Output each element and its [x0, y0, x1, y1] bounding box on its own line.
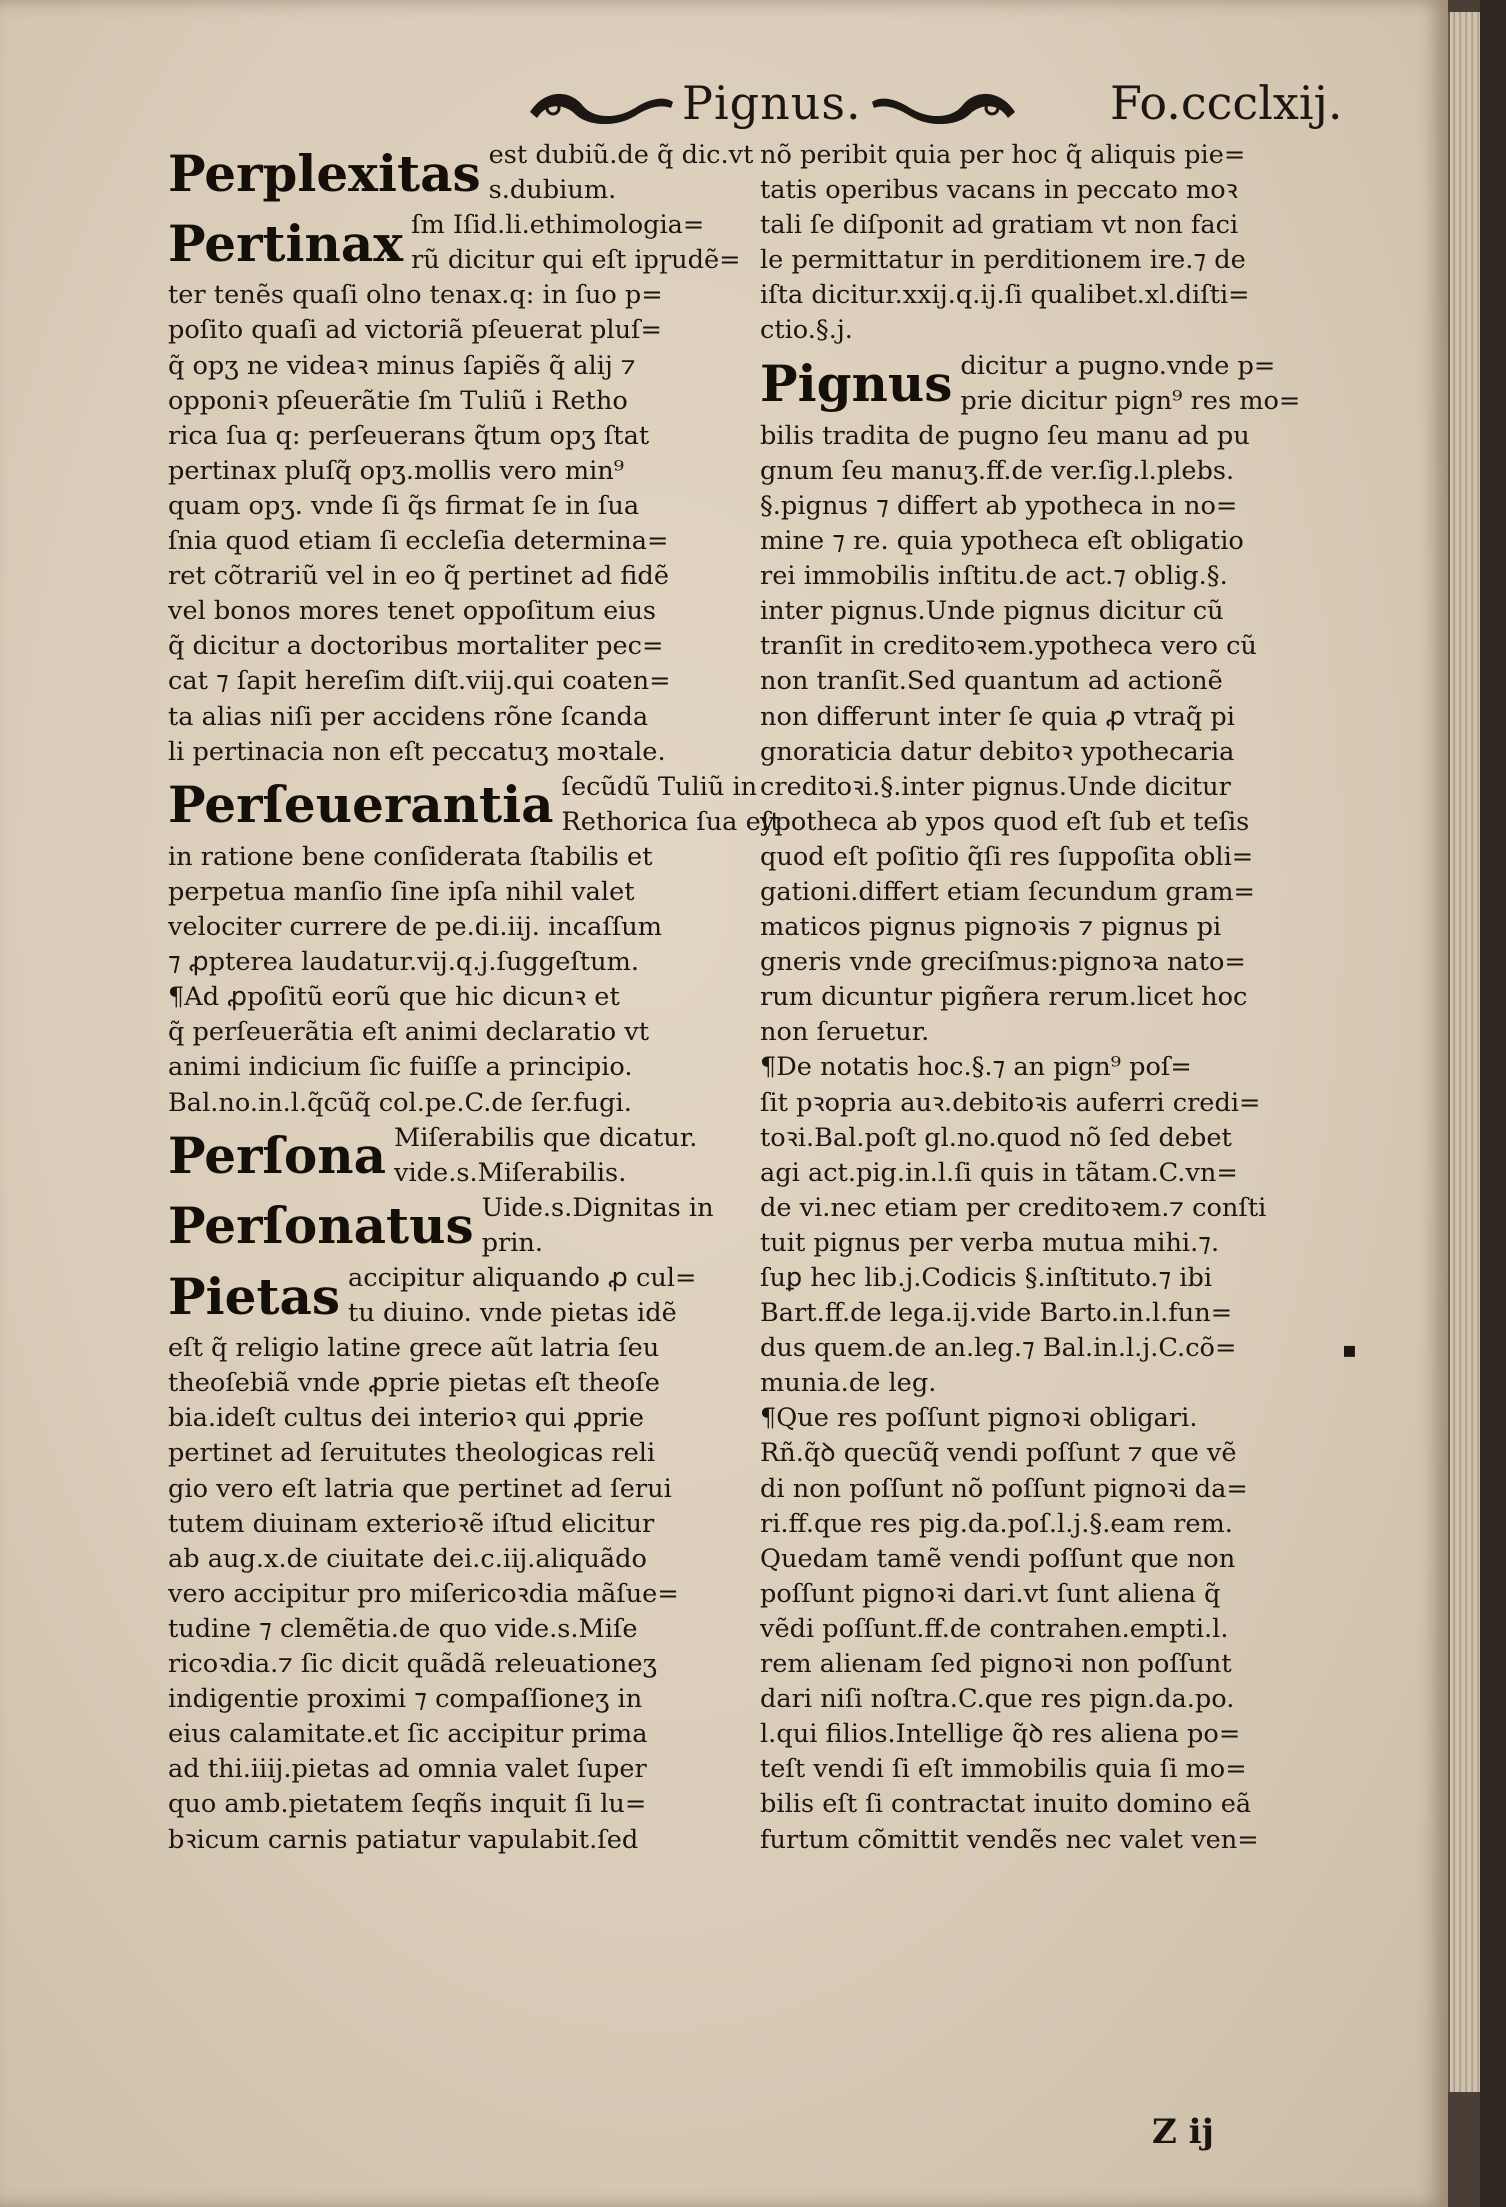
lemma-side-text	[394, 1121, 697, 1191]
text-line: gationi.differt etiam ſecundum gram=	[760, 876, 1255, 907]
text-line: ab aug.x.de ciuitate dei.c.iij.aliquãdo	[168, 1543, 647, 1574]
left-column	[168, 138, 781, 1858]
text-line: theoſebiã vnde ꝓprie pietas eſt theoſe	[168, 1368, 660, 1399]
text-line: bia.ideſt cultus dei interioꝛ qui ꝓprie	[168, 1403, 645, 1434]
text-line: opponiꝛ pſeuerãtie ſm Tuliũ i Retho	[168, 385, 628, 416]
lemma-side-line: accipitur aliquando ꝓ cul=	[348, 1263, 697, 1293]
text-line: maticos pignus pignoꝛis ⁊ pignus pi	[760, 912, 1222, 943]
text-line: vero accipitur pro miſericoꝛdia mãſue=	[168, 1578, 679, 1609]
page-header	[0, 72, 1448, 142]
text-line: quod eſt poſitio q̃ſi res ſuppoſita obli=	[760, 841, 1254, 872]
text-line: rica ſua q: perſeuerans q̃tum opʒ ſtat	[168, 420, 650, 451]
lemma-side-line: Rethorica ſua eſt	[561, 806, 781, 837]
text-line: eſt q̃ religio latine grece aũt latria ſeu	[168, 1333, 660, 1364]
text-line: tatis operibus vacans in peccato moꝛ	[760, 175, 1238, 206]
text-line: q̃ perſeuerãtia eſt animi declaratio vt	[168, 1017, 650, 1048]
lemma-side-line: rũ dicitur qui eſt ipɼudẽ=	[411, 245, 741, 276]
text-line: furtum cõmittit vendẽs nec valet ven=	[760, 1824, 1259, 1855]
text-line: rei immobilis inſtitu.de act.⁊ oblig.§.	[760, 561, 1228, 592]
text-line: §.pignus ⁊ differt ab ypotheca in no=	[760, 490, 1238, 521]
text-line: iſta dicitur.xxij.q.ij.ſi qualibet.xl.diſti=	[760, 280, 1250, 311]
text-line: pertinax pluſq̃ opʒ.mollis vero min⁹	[168, 455, 625, 486]
lemma-entry	[168, 138, 754, 208]
text-line: ctio.§.j.	[760, 315, 853, 346]
text-line: bilis tradita de pugno ſeu manu ad pu	[760, 420, 1250, 451]
lemma-side-line: Uide.s.Dignitas in	[481, 1192, 714, 1223]
text-line: l.qui filios.Intellige q̃ꝺ res aliena po=	[760, 1719, 1241, 1750]
folio-number: Fo.ccclxij.	[1110, 76, 1343, 130]
lemma-side-line: prin.	[481, 1227, 544, 1258]
lemma-side-text	[561, 770, 780, 840]
text-line: nõ peribit quia per hoc q̃ aliquis pie=	[760, 140, 1246, 170]
lemma-side-line: s.dubium.	[488, 175, 617, 206]
text-line: munia.de leg.	[760, 1368, 937, 1399]
lemma-side-line: vide.s.Miſerabilis.	[394, 1157, 627, 1188]
running-title: Pignus.	[682, 76, 862, 130]
right-column	[760, 138, 1340, 1858]
text-line: gio vero eſt latria que pertinet ad ſerui	[168, 1473, 672, 1504]
text-line: non ſeruetur.	[760, 1017, 930, 1048]
text-line: pertinet ad ſeruitutes theologicas reli	[168, 1438, 656, 1469]
text-line: ricoꝛdia.⁊ ſic dicit quãdã releuationeʒ	[168, 1649, 657, 1680]
text-line: ¶De notatis hoc.§.⁊ an pign⁹ poſ=	[760, 1052, 1192, 1083]
lemma-headword: Perſonatus	[168, 1196, 474, 1256]
text-line: inter pignus.Unde pignus dicitur cũ	[760, 596, 1224, 627]
lemma-headword: Pertinax	[168, 213, 404, 273]
text-line: quam opʒ. vnde ſi q̃s firmat ſe in ſua	[168, 490, 640, 521]
lemma-side-text	[411, 208, 741, 278]
lemma-side-line: dicitur a pugno.vnde p=	[960, 350, 1276, 381]
text-line: quo amb.pietatem ſeqñs inquit ſi lu=	[168, 1789, 647, 1820]
margin-mark: ▪	[1342, 1338, 1357, 1363]
text-line: ſit pꝛopria auꝛ.debitoꝛis auferri credi=	[760, 1087, 1261, 1118]
text-line: indigentie proximi ⁊ compaſſioneʒ in	[168, 1684, 643, 1715]
text-line: rum dicuntur pigñera rerum.licet hoc	[760, 982, 1248, 1013]
text-line: dari niſi noſtra.C.que res pign.da.po.	[760, 1684, 1235, 1715]
lemma-entry	[760, 349, 1340, 419]
signature-mark: Z ij	[1152, 2112, 1214, 2152]
lemma-side-line: ſm Iſid.li.ethimologia=	[411, 210, 705, 241]
lemma-headword: Perplexitas	[168, 143, 481, 203]
text-line: agi act.pig.in.l.ſi quis in tãtam.C.vn=	[760, 1157, 1238, 1188]
lemma-side-line: Miſerabilis que dicatur.	[394, 1122, 698, 1153]
text-line: ter tenẽs quaſi olno tenax.q: in ſuo p=	[168, 280, 663, 311]
text-line: rem alienam ſed pignoꝛi non poſſunt	[760, 1649, 1232, 1680]
text-line: bꝛicum carnis patiatur vapulabit.ſed	[168, 1824, 639, 1855]
text-line: di non poſſunt nõ poſſunt pignoꝛi da=	[760, 1473, 1248, 1504]
lemma-entry	[168, 1121, 748, 1191]
lemma-side-line: ſecũdũ Tuliũ in	[561, 771, 758, 802]
lemma-headword: Perſona	[168, 1126, 387, 1186]
lemma-entry	[168, 208, 748, 278]
text-line: bilis eſt ſi contractat inuito domino eã	[760, 1789, 1252, 1820]
text-line: ¶Que res poſſunt pignoꝛi obligari.	[760, 1403, 1198, 1434]
text-line: tuit pignus per verba mutua mihi.⁊.	[760, 1227, 1220, 1258]
text-line: ypotheca ab ypos quod eſt ſub et teſis	[760, 806, 1250, 837]
lemma-side-line: tu diuino. vnde pietas idẽ	[348, 1298, 677, 1329]
text-line: creditoꝛi.§.inter pignus.Unde dicitur	[760, 771, 1231, 802]
text-line: velociter currere de pe.di.iij. incaſſum	[168, 912, 663, 943]
text-line: tali ſe diſponit ad gratiam vt non faci	[760, 210, 1239, 241]
text-line: gnoraticia datur debitoꝛ ypothecaria	[760, 736, 1235, 767]
text-line: q̃ opʒ ne videaꝛ minus ſapiẽs q̃ alij ⁊	[168, 350, 636, 381]
text-line: vẽdi poſſunt.ff.de contrahen.empti.l.	[760, 1613, 1229, 1644]
text-line: cat ⁊ ſapit hereſim diſt.viij.qui coaten=	[168, 666, 671, 697]
binding-shadow	[1480, 0, 1506, 2207]
text-line: animi indicium ſic fuiſſe a principio.	[168, 1052, 633, 1083]
text-line: perpetua manſio ſine ipſa nihil valet	[168, 876, 635, 907]
lemma-headword: Pignus	[760, 354, 953, 414]
lemma-side-line: est dubiũ.de q̃ dic.vt	[488, 140, 754, 170]
text-line: de vi.nec etiam per creditoꝛem.⁊ conſti	[760, 1192, 1267, 1223]
lemma-headword: Pietas	[168, 1266, 341, 1326]
text-line: Bal.no.in.l.q̃cũq̃ col.pe.C.de ſer.fugi.	[168, 1087, 632, 1118]
lemma-headword: Perſeuerantia	[168, 775, 554, 835]
lemma-side-text	[960, 349, 1300, 419]
text-line: tutem diuinam exterioꝛẽ iſtud elicitur	[168, 1508, 655, 1539]
text-line: tudine ⁊ clemẽtia.de quo vide.s.Miſe	[168, 1613, 638, 1644]
text-line: ſuꝑ hec lib.j.Codicis §.inſtituto.⁊ ibi	[760, 1263, 1213, 1293]
text-line: Quedam tamẽ vendi poſſunt que non	[760, 1543, 1236, 1574]
text-line: poſſunt pignoꝛi dari.vt ſunt aliena q̃	[760, 1578, 1221, 1609]
text-line: toꝛi.Bal.poſt gl.no.quod nõ ſed debet	[760, 1122, 1232, 1153]
text-line: ret cõtrariũ vel in eo q̃ pertinet ad fidẽ	[168, 561, 669, 592]
lemma-side-line: prie dicitur pign⁹ res mo=	[960, 385, 1301, 416]
lemma-side-text	[348, 1261, 696, 1331]
text-line: q̃ dicitur a doctoribus mortaliter pec=	[168, 631, 664, 662]
lemma-side-text	[482, 1191, 714, 1261]
text-line: Rñ.q̃ꝺ quecũq̃ vendi poſſunt ⁊ que vẽ	[760, 1438, 1237, 1469]
text-line: mine ⁊ re. quia ypotheca eſt obligatio	[760, 526, 1244, 557]
text-line: tranſit in creditoꝛem.ypotheca vero cũ	[760, 631, 1257, 662]
text-line: ¶Ad ꝓpoſitũ eorũ que hic dicunꝛ et	[168, 982, 620, 1013]
lemma-entry	[168, 770, 781, 840]
text-line: ri.ff.que res pig.da.poſ.l.j.§.eam rem.	[760, 1508, 1233, 1539]
text-line: le permittatur in perditionem ire.⁊ de	[760, 245, 1246, 276]
text-line: non tranſit.Sed quantum ad actionẽ	[760, 666, 1223, 697]
text-line: non differunt inter ſe quia ꝓ vtraq̃ pi	[760, 701, 1235, 732]
text-line: poſito quaſi ad victoriã pſeuerat pluſ=	[168, 315, 662, 346]
fleuron-right-icon	[870, 84, 1020, 130]
text-line: gneris vnde greciſmus:pignoꝛa nato=	[760, 947, 1246, 978]
lemma-entry	[168, 1191, 748, 1261]
text-line: ⁊ ꝓpterea laudatur.vij.q.j.ſuggeſtum.	[168, 947, 639, 978]
text-line: vel bonos mores tenet oppoſitum eius	[168, 596, 657, 627]
fleuron-left-icon	[525, 84, 675, 130]
lemma-entry	[168, 1261, 748, 1331]
lemma-side-text	[489, 138, 754, 208]
text-line: in ratione bene conſiderata ſtabilis et	[168, 841, 653, 872]
text-line: eius calamitate.et ſic accipitur prima	[168, 1719, 648, 1750]
text-line: ſnia quod etiam ſi eccleſia determina=	[168, 526, 669, 557]
text-line: gnum ſeu manuʒ.ff.de ver.ſig.l.plebs.	[760, 455, 1235, 486]
text-line: Bart.ff.de lega.ij.vide Barto.in.l.fun=	[760, 1298, 1233, 1329]
text-line: li pertinacia non eſt peccatuʒ moꝛtale.	[168, 736, 666, 767]
text-line: ta alias niſi per accidens rõne ſcanda	[168, 701, 649, 732]
text-line: teſt vendi ſi eſt immobilis quia ſi mo=	[760, 1754, 1247, 1785]
text-line: dus quem.de an.leg.⁊ Bal.in.l.j.C.cõ=	[760, 1333, 1237, 1364]
text-line: ad thi.iiij.pietas ad omnia valet ſuper	[168, 1754, 647, 1785]
